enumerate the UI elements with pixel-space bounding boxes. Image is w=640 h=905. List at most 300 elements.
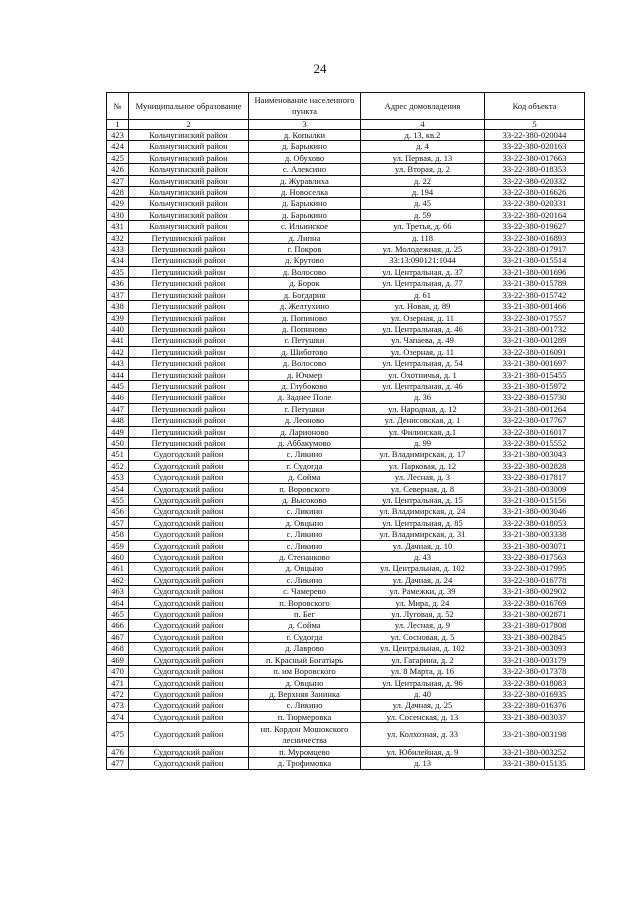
cell-address: ул. Колхозная, д. 33 bbox=[361, 723, 485, 747]
cell-settlement: п. Воровского bbox=[249, 483, 361, 494]
cell-municipality: Кольчугинский район bbox=[129, 187, 249, 198]
cell-object-code: 33-21-380-003037 bbox=[485, 711, 585, 722]
table-row bbox=[107, 266, 585, 277]
cell-address: ул. Центральная, д. 37 bbox=[361, 266, 485, 277]
cell-settlement: п. Муромцево bbox=[249, 746, 361, 757]
column-number: 3 bbox=[249, 120, 361, 130]
cell-address: д. 59 bbox=[361, 209, 485, 220]
cell-number: 439 bbox=[107, 312, 129, 323]
cell-settlement: г. Судогда bbox=[249, 460, 361, 471]
cell-number: 457 bbox=[107, 517, 129, 528]
page-number: 24 bbox=[313, 61, 327, 76]
cell-number: 424 bbox=[107, 141, 129, 152]
cell-object-code: 33-21-380-003179 bbox=[485, 654, 585, 665]
cell-address: ул. Озерная, д. 11 bbox=[361, 312, 485, 323]
cell-number: 433 bbox=[107, 244, 129, 255]
cell-number: 472 bbox=[107, 688, 129, 699]
cell-address: ул. Сосенская, д. 13 bbox=[361, 711, 485, 722]
cell-municipality: Кольчугинский район bbox=[129, 141, 249, 152]
header-settlement: Наименование населенного пункта bbox=[249, 93, 361, 120]
column-number: 4 bbox=[361, 120, 485, 130]
cell-address: ул. Дачная, д. 10 bbox=[361, 540, 485, 551]
cell-object-code: 33-21-380-003046 bbox=[485, 506, 585, 517]
table-row bbox=[107, 574, 585, 585]
cell-address: ул. Владимирская, д. 17 bbox=[361, 449, 485, 460]
table-row bbox=[107, 301, 585, 312]
cell-address: ул. Центральная, д. 15 bbox=[361, 495, 485, 506]
table-row bbox=[107, 198, 585, 209]
cell-municipality: Судогодский район bbox=[129, 506, 249, 517]
table-row bbox=[107, 164, 585, 175]
cell-object-code: 33-22-380-020044 bbox=[485, 130, 585, 141]
table-row bbox=[107, 711, 585, 722]
cell-settlement: п. Бег bbox=[249, 609, 361, 620]
table-row bbox=[107, 597, 585, 608]
header-address: Адрес домовладения bbox=[361, 93, 485, 120]
cell-municipality: Кольчугинский район bbox=[129, 130, 249, 141]
cell-address: ул. Молодежная, д. 25 bbox=[361, 244, 485, 255]
cell-address: д. 43 bbox=[361, 552, 485, 563]
cell-object-code: 33-22-380-016935 bbox=[485, 688, 585, 699]
cell-object-code: 33-22-380-019627 bbox=[485, 221, 585, 232]
cell-settlement: с. Ликино bbox=[249, 506, 361, 517]
cell-address: ул. Дачная, д. 25 bbox=[361, 700, 485, 711]
cell-settlement: д. Сойма bbox=[249, 472, 361, 483]
cell-object-code: 33-21-380-017808 bbox=[485, 620, 585, 631]
table-row bbox=[107, 130, 585, 141]
cell-object-code: 33-21-380-003252 bbox=[485, 746, 585, 757]
cell-object-code: 33-22-380-017995 bbox=[485, 563, 585, 574]
cell-address: ул. Вторая, д. 2 bbox=[361, 164, 485, 175]
table-row bbox=[107, 666, 585, 677]
cell-municipality: Судогодский район bbox=[129, 666, 249, 677]
cell-object-code: 33-22-380-002828 bbox=[485, 460, 585, 471]
cell-settlement: д. Барыкино bbox=[249, 198, 361, 209]
cell-number: 463 bbox=[107, 586, 129, 597]
cell-municipality: Судогодский район bbox=[129, 517, 249, 528]
cell-settlement: д. Ларионово bbox=[249, 426, 361, 437]
cell-settlement: д. Глубоково bbox=[249, 380, 361, 391]
cell-address: ул. Новая, д. 89 bbox=[361, 301, 485, 312]
cell-municipality: Кольчугинский район bbox=[129, 221, 249, 232]
cell-number: 474 bbox=[107, 711, 129, 722]
cell-number: 460 bbox=[107, 552, 129, 563]
registry-table bbox=[106, 92, 585, 770]
cell-municipality: Петушинский район bbox=[129, 301, 249, 312]
cell-municipality: Петушинский район bbox=[129, 392, 249, 403]
cell-number: 435 bbox=[107, 266, 129, 277]
table-row bbox=[107, 255, 585, 266]
cell-object-code: 33-21-380-015455 bbox=[485, 369, 585, 380]
cell-address: ул. Северная, д. 8 bbox=[361, 483, 485, 494]
cell-number: 461 bbox=[107, 563, 129, 574]
table-row bbox=[107, 495, 585, 506]
cell-settlement: д. Обухово bbox=[249, 152, 361, 163]
cell-number: 425 bbox=[107, 152, 129, 163]
cell-number: 477 bbox=[107, 758, 129, 769]
cell-number: 455 bbox=[107, 495, 129, 506]
cell-object-code: 33-22-380-018083 bbox=[485, 677, 585, 688]
cell-settlement: нп. Кордон Мошокского лесничества bbox=[249, 723, 361, 747]
cell-number: 429 bbox=[107, 198, 129, 209]
cell-settlement: д. Новоселка bbox=[249, 187, 361, 198]
cell-municipality: Судогодский район bbox=[129, 620, 249, 631]
cell-municipality: Петушинский район bbox=[129, 266, 249, 277]
column-number: 1 bbox=[107, 120, 129, 130]
cell-address: д. 118 bbox=[361, 232, 485, 243]
cell-municipality: Петушинский район bbox=[129, 289, 249, 300]
cell-object-code: 33-21-380-003043 bbox=[485, 449, 585, 460]
cell-settlement: д. Ючмер bbox=[249, 369, 361, 380]
cell-address: ул. Филинская, д.1 bbox=[361, 426, 485, 437]
cell-municipality: Кольчугинский район bbox=[129, 198, 249, 209]
cell-number: 475 bbox=[107, 723, 129, 747]
cell-address: ул. Центральная, д. 77 bbox=[361, 278, 485, 289]
table-row bbox=[107, 449, 585, 460]
cell-municipality: Петушинский район bbox=[129, 358, 249, 369]
cell-settlement: д. Лаврово bbox=[249, 643, 361, 654]
cell-address: ул. Чапаева, д. 49 bbox=[361, 335, 485, 346]
cell-municipality: Кольчугинский район bbox=[129, 152, 249, 163]
table-row bbox=[107, 654, 585, 665]
cell-object-code: 33-21-380-015972 bbox=[485, 380, 585, 391]
cell-address: ул. Рамежки, д. 39 bbox=[361, 586, 485, 597]
cell-settlement: д. Волосово bbox=[249, 266, 361, 277]
cell-number: 473 bbox=[107, 700, 129, 711]
column-number: 2 bbox=[129, 120, 249, 130]
cell-number: 448 bbox=[107, 415, 129, 426]
cell-address: ул. Центральная, д. 96 bbox=[361, 677, 485, 688]
table-row bbox=[107, 187, 585, 198]
cell-address: ул. Владимирская, д. 31 bbox=[361, 529, 485, 540]
cell-municipality: Петушинский район bbox=[129, 255, 249, 266]
cell-object-code: 33-22-380-017817 bbox=[485, 472, 585, 483]
cell-number: 444 bbox=[107, 369, 129, 380]
cell-municipality: Судогодский район bbox=[129, 654, 249, 665]
cell-settlement: д. Барыкино bbox=[249, 141, 361, 152]
cell-municipality: Судогодский район bbox=[129, 460, 249, 471]
table-row bbox=[107, 175, 585, 186]
table-row bbox=[107, 506, 585, 517]
cell-settlement: с. Ликино bbox=[249, 529, 361, 540]
cell-address: д. 45 bbox=[361, 198, 485, 209]
cell-number: 465 bbox=[107, 609, 129, 620]
table-row bbox=[107, 700, 585, 711]
cell-number: 427 bbox=[107, 175, 129, 186]
cell-address: ул. Дачная, д. 24 bbox=[361, 574, 485, 585]
cell-number: 447 bbox=[107, 403, 129, 414]
cell-object-code: 33-21-380-002871 bbox=[485, 609, 585, 620]
cell-address: ул. Денисовская, д. 1 bbox=[361, 415, 485, 426]
cell-address: ул. Владимирская, д. 24 bbox=[361, 506, 485, 517]
cell-object-code: 33-22-380-015552 bbox=[485, 437, 585, 448]
table-row bbox=[107, 437, 585, 448]
cell-municipality: Судогодский район bbox=[129, 688, 249, 699]
cell-number: 441 bbox=[107, 335, 129, 346]
cell-object-code: 33-22-380-020332 bbox=[485, 175, 585, 186]
table-row bbox=[107, 415, 585, 426]
cell-address: д. 13 bbox=[361, 758, 485, 769]
cell-settlement: с. Ликино bbox=[249, 574, 361, 585]
cell-municipality: Судогодский район bbox=[129, 540, 249, 551]
cell-settlement: г. Судогда bbox=[249, 631, 361, 642]
cell-address: д. 194 bbox=[361, 187, 485, 198]
cell-municipality: Петушинский район bbox=[129, 426, 249, 437]
cell-number: 446 bbox=[107, 392, 129, 403]
cell-number: 451 bbox=[107, 449, 129, 460]
cell-address: д. 99 bbox=[361, 437, 485, 448]
cell-object-code: 33-21-380-003198 bbox=[485, 723, 585, 747]
cell-object-code: 33-21-380-003009 bbox=[485, 483, 585, 494]
cell-object-code: 33-21-380-003071 bbox=[485, 540, 585, 551]
cell-address: ул. Охотничья, д. 1 bbox=[361, 369, 485, 380]
cell-municipality: Кольчугинский район bbox=[129, 164, 249, 175]
table-row bbox=[107, 620, 585, 631]
cell-municipality: Петушинский район bbox=[129, 415, 249, 426]
cell-address: ул. Центральная, д. 102 bbox=[361, 563, 485, 574]
cell-municipality: Судогодский район bbox=[129, 552, 249, 563]
cell-settlement: д. Борок bbox=[249, 278, 361, 289]
table-row bbox=[107, 289, 585, 300]
cell-number: 453 bbox=[107, 472, 129, 483]
cell-object-code: 33-21-380-001697 bbox=[485, 358, 585, 369]
cell-address: д. 36 bbox=[361, 392, 485, 403]
cell-settlement: с. Ликино bbox=[249, 700, 361, 711]
cell-object-code: 33-22-380-017663 bbox=[485, 152, 585, 163]
table-row bbox=[107, 472, 585, 483]
cell-number: 431 bbox=[107, 221, 129, 232]
cell-address: ул. Народная, д. 12 bbox=[361, 403, 485, 414]
cell-municipality: Судогодский район bbox=[129, 677, 249, 688]
table-row bbox=[107, 380, 585, 391]
cell-settlement: д. Липна bbox=[249, 232, 361, 243]
table-row bbox=[107, 540, 585, 551]
cell-object-code: 33-22-380-017378 bbox=[485, 666, 585, 677]
cell-number: 471 bbox=[107, 677, 129, 688]
table-row bbox=[107, 688, 585, 699]
column-number: 5 bbox=[485, 120, 585, 130]
cell-settlement: с. Ликино bbox=[249, 540, 361, 551]
cell-settlement: д. Барыкино bbox=[249, 209, 361, 220]
cell-settlement: д. Попиново bbox=[249, 323, 361, 334]
cell-object-code: 33-21-380-002845 bbox=[485, 631, 585, 642]
cell-address: д. 4 bbox=[361, 141, 485, 152]
table-row bbox=[107, 358, 585, 369]
cell-address: ул. Сосновая, д. 5 bbox=[361, 631, 485, 642]
cell-object-code: 33-21-380-001264 bbox=[485, 403, 585, 414]
cell-settlement: д. Сойма bbox=[249, 620, 361, 631]
table-row bbox=[107, 586, 585, 597]
cell-address: ул. Юбилейная, д. 9 bbox=[361, 746, 485, 757]
cell-number: 458 bbox=[107, 529, 129, 540]
cell-number: 442 bbox=[107, 346, 129, 357]
table-row bbox=[107, 643, 585, 654]
table-row bbox=[107, 323, 585, 334]
cell-municipality: Петушинский район bbox=[129, 335, 249, 346]
cell-object-code: 33-22-380-017767 bbox=[485, 415, 585, 426]
cell-settlement: г. Покров bbox=[249, 244, 361, 255]
cell-settlement: с. Ильинское bbox=[249, 221, 361, 232]
table-row bbox=[107, 426, 585, 437]
cell-municipality: Судогодский район bbox=[129, 723, 249, 747]
table-header-row bbox=[107, 93, 585, 120]
cell-municipality: Судогодский район bbox=[129, 483, 249, 494]
cell-municipality: Петушинский район bbox=[129, 232, 249, 243]
cell-object-code: 33-22-380-018053 bbox=[485, 517, 585, 528]
cell-object-code: 33-22-380-016769 bbox=[485, 597, 585, 608]
cell-number: 449 bbox=[107, 426, 129, 437]
cell-address: д. 61 bbox=[361, 289, 485, 300]
cell-number: 456 bbox=[107, 506, 129, 517]
cell-settlement: д. Леоново bbox=[249, 415, 361, 426]
cell-object-code: 33-22-380-020163 bbox=[485, 141, 585, 152]
cell-object-code: 33-22-380-017557 bbox=[485, 312, 585, 323]
cell-municipality: Судогодский район bbox=[129, 700, 249, 711]
cell-object-code: 33-21-380-015156 bbox=[485, 495, 585, 506]
cell-number: 445 bbox=[107, 380, 129, 391]
cell-object-code: 33-22-380-016893 bbox=[485, 232, 585, 243]
table-row bbox=[107, 152, 585, 163]
cell-settlement: п. Красный Богатырь bbox=[249, 654, 361, 665]
cell-object-code: 33-22-380-016017 bbox=[485, 426, 585, 437]
table-row bbox=[107, 209, 585, 220]
cell-object-code: 33-22-380-016376 bbox=[485, 700, 585, 711]
cell-number: 440 bbox=[107, 323, 129, 334]
cell-settlement: д. Желтухино bbox=[249, 301, 361, 312]
cell-municipality: Петушинский район bbox=[129, 323, 249, 334]
cell-address: д. 22 bbox=[361, 175, 485, 186]
cell-number: 476 bbox=[107, 746, 129, 757]
cell-address: д. 40 bbox=[361, 688, 485, 699]
cell-settlement: г. Петушки bbox=[249, 335, 361, 346]
cell-municipality: Судогодский район bbox=[129, 597, 249, 608]
header-object-code: Код объекта bbox=[485, 93, 585, 120]
cell-settlement: д. Волосово bbox=[249, 358, 361, 369]
cell-number: 469 bbox=[107, 654, 129, 665]
cell-municipality: Судогодский район bbox=[129, 758, 249, 769]
table-row bbox=[107, 723, 585, 747]
cell-address: ул. Лесная, д. 9 bbox=[361, 620, 485, 631]
table-row bbox=[107, 392, 585, 403]
table-row bbox=[107, 746, 585, 757]
cell-number: 464 bbox=[107, 597, 129, 608]
table-row bbox=[107, 312, 585, 323]
cell-object-code: 33-22-380-016626 bbox=[485, 187, 585, 198]
cell-municipality: Судогодский район bbox=[129, 609, 249, 620]
cell-settlement: д. Овцыно bbox=[249, 563, 361, 574]
cell-number: 467 bbox=[107, 631, 129, 642]
cell-address: ул. Центральная, д. 46 bbox=[361, 323, 485, 334]
cell-municipality: Судогодский район bbox=[129, 563, 249, 574]
cell-object-code: 33-22-380-015742 bbox=[485, 289, 585, 300]
cell-address: ул. Парковая, д. 12 bbox=[361, 460, 485, 471]
cell-municipality: Судогодский район bbox=[129, 746, 249, 757]
table-row bbox=[107, 278, 585, 289]
table-row bbox=[107, 529, 585, 540]
cell-number: 423 bbox=[107, 130, 129, 141]
header-number: № bbox=[107, 93, 129, 120]
table-row bbox=[107, 483, 585, 494]
table-row bbox=[107, 758, 585, 769]
cell-object-code: 33-21-380-001732 bbox=[485, 323, 585, 334]
table-row bbox=[107, 141, 585, 152]
cell-object-code: 33-21-380-003093 bbox=[485, 643, 585, 654]
cell-settlement: п. им Воровского bbox=[249, 666, 361, 677]
cell-number: 437 bbox=[107, 289, 129, 300]
cell-settlement: д. Заднее Поле bbox=[249, 392, 361, 403]
cell-settlement: д. Шиботово bbox=[249, 346, 361, 357]
cell-settlement: д. Верхняя Занинка bbox=[249, 688, 361, 699]
table-row bbox=[107, 335, 585, 346]
cell-settlement: г. Петушки bbox=[249, 403, 361, 414]
cell-municipality: Судогодский район bbox=[129, 495, 249, 506]
cell-municipality: Судогодский район bbox=[129, 643, 249, 654]
cell-address: ул. Луговая, д. 52 bbox=[361, 609, 485, 620]
cell-address: ул. Мира, д. 24 bbox=[361, 597, 485, 608]
cell-address: ул. Центральная, д. 102 bbox=[361, 643, 485, 654]
cell-settlement: д. Крутово bbox=[249, 255, 361, 266]
cell-number: 462 bbox=[107, 574, 129, 585]
cell-settlement: с. Ликино bbox=[249, 449, 361, 460]
cell-number: 430 bbox=[107, 209, 129, 220]
cell-object-code: 33-22-380-016091 bbox=[485, 346, 585, 357]
cell-settlement: п. Воровского bbox=[249, 597, 361, 608]
cell-settlement: д. Журавлиха bbox=[249, 175, 361, 186]
cell-settlement: с. Алексино bbox=[249, 164, 361, 175]
table-row bbox=[107, 244, 585, 255]
table-row bbox=[107, 346, 585, 357]
cell-object-code: 33-21-380-015789 bbox=[485, 278, 585, 289]
cell-number: 468 bbox=[107, 643, 129, 654]
cell-object-code: 33-21-380-015135 bbox=[485, 758, 585, 769]
cell-municipality: Петушинский район bbox=[129, 437, 249, 448]
cell-address: ул. Центральная, д. 85 bbox=[361, 517, 485, 528]
cell-municipality: Петушинский район bbox=[129, 403, 249, 414]
cell-address: ул. Центральная, д. 46 bbox=[361, 380, 485, 391]
cell-number: 426 bbox=[107, 164, 129, 175]
cell-number: 452 bbox=[107, 460, 129, 471]
cell-object-code: 33-21-380-001289 bbox=[485, 335, 585, 346]
cell-settlement: д. Богдарня bbox=[249, 289, 361, 300]
cell-object-code: 33-22-380-020164 bbox=[485, 209, 585, 220]
cell-settlement: д. Аббакумово bbox=[249, 437, 361, 448]
table-row bbox=[107, 677, 585, 688]
cell-settlement: д. Высоково bbox=[249, 495, 361, 506]
cell-settlement: д. Степанково bbox=[249, 552, 361, 563]
header-municipality: Муниципальное образование bbox=[129, 93, 249, 120]
table-row bbox=[107, 221, 585, 232]
cell-address: ул. Озерная, д. 11 bbox=[361, 346, 485, 357]
cell-object-code: 33-22-380-016778 bbox=[485, 574, 585, 585]
cell-address: д. 13, кв.2 bbox=[361, 130, 485, 141]
column-numbers-row bbox=[107, 120, 585, 130]
cell-address: ул. Гагарина, д. 2 bbox=[361, 654, 485, 665]
cell-settlement: с. Чамерево bbox=[249, 586, 361, 597]
cell-object-code: 33-22-380-015730 bbox=[485, 392, 585, 403]
cell-number: 436 bbox=[107, 278, 129, 289]
cell-address: ул. Третья, д. 66 bbox=[361, 221, 485, 232]
cell-address: ул. Первая, д. 13 bbox=[361, 152, 485, 163]
cell-settlement: д. Овцыно bbox=[249, 677, 361, 688]
cell-address: ул. 8 Марта, д. 16 bbox=[361, 666, 485, 677]
cell-municipality: Петушинский район bbox=[129, 369, 249, 380]
cell-object-code: 33-21-380-001696 bbox=[485, 266, 585, 277]
cell-address: ул. Лесная, д. 3 bbox=[361, 472, 485, 483]
cell-number: 454 bbox=[107, 483, 129, 494]
cell-number: 470 bbox=[107, 666, 129, 677]
cell-municipality: Петушинский район bbox=[129, 380, 249, 391]
table-row bbox=[107, 403, 585, 414]
